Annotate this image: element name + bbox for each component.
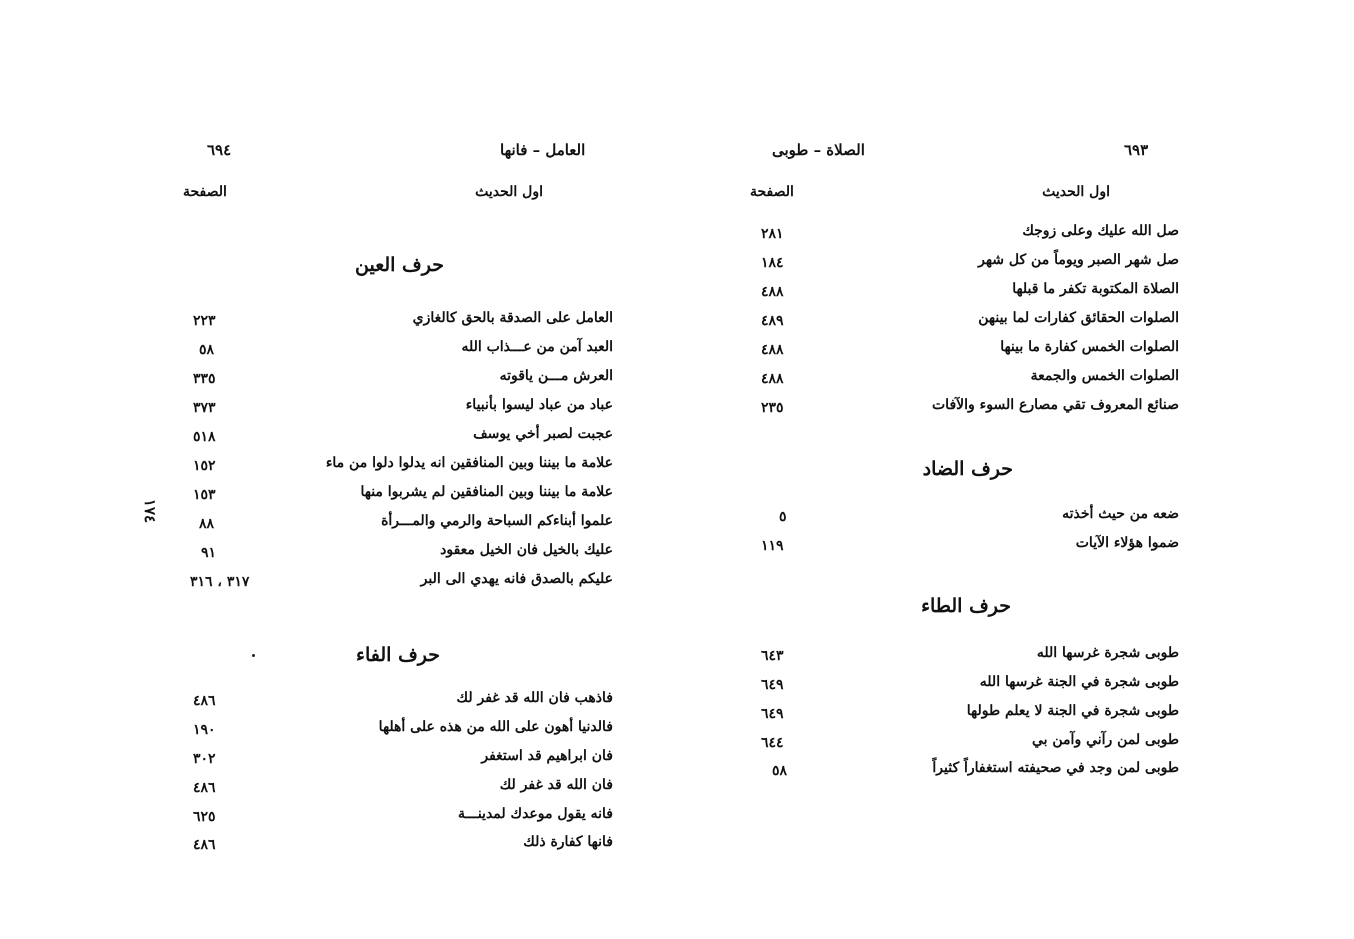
entry-page: ٦٤٤	[761, 735, 784, 751]
entry-page: ٦٤٣	[761, 648, 784, 664]
entry-text: العرش مـــن ياقوته	[499, 368, 613, 384]
section-title-ain: حرف العين	[355, 254, 444, 276]
entry-text: الصلوات الخمس كفارة ما بينها	[1000, 339, 1179, 355]
entry-text: عليكم بالصدق فانه يهدي الى البر	[420, 571, 613, 587]
page-number: ٦٩٣	[1124, 141, 1149, 159]
entry-page: ٤٨٨	[761, 371, 784, 387]
print-dot	[252, 654, 255, 657]
entry-page: ١٨٤	[761, 255, 784, 271]
entry-text: الصلاة المكتوبة تكفر ما قبلها	[1012, 281, 1179, 297]
entry-page: ٤٨٨	[761, 342, 784, 358]
entry-page: ١٥٢	[193, 458, 216, 474]
entry-text: فان الله قد غفر لك	[499, 777, 613, 793]
column-head-text: اول الحديث	[475, 184, 543, 200]
entry-text: العامل على الصدقة بالحق كالغازي	[412, 310, 613, 326]
right-page	[677, 0, 1354, 939]
entry-page: ٢٣٥	[761, 400, 784, 416]
entry-page: ٥	[779, 509, 787, 525]
column-head-page: الصفحة	[183, 184, 227, 200]
entry-text: فالدنيا أهون على الله من هذه على أهلها	[378, 719, 613, 735]
entry-page: ١١٩	[761, 538, 784, 554]
entry-text: علموا أبناءكم السباحة والرمي والمـــرأة	[381, 513, 613, 529]
entry-text: صنائع المعروف تقي مصارع السوء والآفات	[932, 397, 1179, 413]
section-title-dad: حرف الضاد	[922, 458, 1013, 480]
entry-text: فاذهب فان الله قد غفر لك	[456, 690, 613, 706]
column-head-text: اول الحديث	[1042, 184, 1110, 200]
entry-page: ٤٨٦	[193, 837, 216, 853]
entry-text: الصلوات الحقائق كفارات لما بينهن	[978, 310, 1179, 326]
entry-text: عجبت لصبر أخي يوسف	[473, 426, 613, 442]
column-head-page: الصفحة	[750, 184, 794, 200]
side-page-number: ١٧٤	[141, 498, 160, 524]
section-title-ta: حرف الطاء	[921, 595, 1011, 617]
entry-text: علامة ما بيننا وبين المنافقين لم يشربوا منها	[360, 484, 613, 500]
entry-page: ٣١٧ ، ٣١٦	[190, 574, 250, 590]
entry-page: ٣٣٥	[193, 371, 216, 387]
entry-text: طوبى لمن وجد في صحيفته استغفاراً كثيراً	[932, 760, 1179, 776]
entry-page: ١٩٠	[193, 722, 216, 738]
entry-text: صل شهر الصبر ويوماً من كل شهر	[978, 252, 1179, 268]
entry-page: ٦٤٩	[761, 677, 784, 693]
entry-text: طوبى شجرة في الجنة لا يعلم طولها	[966, 703, 1179, 719]
entry-page: ٩١	[201, 545, 217, 561]
entry-text: ضعه من حيث أخذته	[1062, 506, 1179, 522]
entry-page: ٤٨٩	[761, 313, 784, 329]
entry-page: ٣٠٢	[193, 751, 216, 767]
entry-page: ٤٨٦	[193, 693, 216, 709]
entry-text: صل الله عليك وعلى زوجك	[1022, 223, 1179, 239]
entry-page: ٢٨١	[761, 226, 784, 242]
entry-page: ٥٨	[199, 342, 215, 358]
entry-page: ٢٢٣	[193, 313, 216, 329]
entry-page: ١٥٣	[193, 487, 216, 503]
entry-text: الصلوات الخمس والجمعة	[1030, 368, 1179, 384]
entry-text: فانها كفارة ذلك	[523, 834, 613, 850]
entry-page: ٦٤٩	[761, 706, 784, 722]
section-title-fa: حرف الفاء	[356, 644, 440, 666]
entry-text: طوبى لمن رآني وآمن بي	[1031, 732, 1179, 748]
entry-page: ٤٨٨	[761, 284, 784, 300]
entry-page: ٨٨	[199, 516, 215, 532]
entry-page: ٥٨	[772, 763, 788, 779]
entry-page: ٤٨٦	[193, 780, 216, 796]
entry-text: ضموا هؤلاء الآيات	[1075, 535, 1179, 551]
entry-page: ٣٧٣	[193, 400, 216, 416]
running-head: العامل – فانها	[500, 141, 586, 159]
entry-text: فان ابراهيم قد استغفر	[481, 748, 613, 764]
entry-page: ٥١٨	[193, 429, 216, 445]
entry-text: عباد من عباد ليسوا بأنبياء	[465, 397, 613, 413]
entry-text: العبد آمن من عـــذاب الله	[461, 339, 613, 355]
entry-text: فانه يقول موعدك لمدينـــة	[458, 806, 613, 822]
entry-text: طوبى شجرة غرسها الله	[1036, 645, 1179, 661]
entry-text: طوبى شجرة في الجنة غرسها الله	[979, 674, 1179, 690]
page-number: ٦٩٤	[207, 141, 232, 159]
running-head: الصلاة – طوبى	[772, 141, 865, 159]
entry-text: علامة ما بيننا وبين المنافقين انه يدلوا دلوا من ماء	[325, 455, 613, 471]
entry-text: عليك بالخيل فان الخيل معقود	[440, 542, 613, 558]
entry-page: ٦٢٥	[193, 809, 216, 825]
